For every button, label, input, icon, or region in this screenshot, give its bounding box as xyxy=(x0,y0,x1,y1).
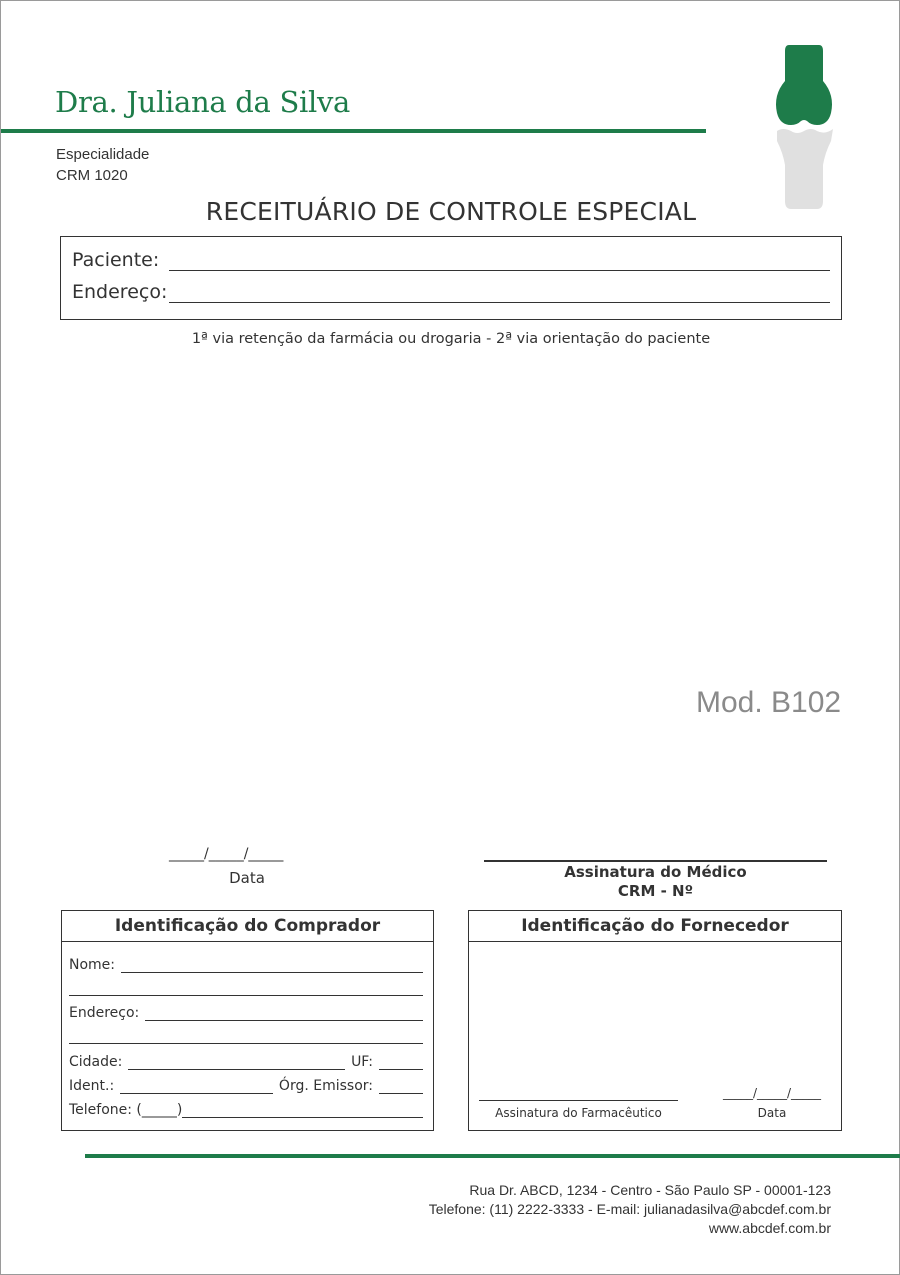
patient-input-line[interactable] xyxy=(169,253,830,271)
specialty: Especialidade xyxy=(56,146,150,163)
supplier-box xyxy=(468,910,842,1131)
supplier-date-placeholder[interactable]: _____/_____/_____ xyxy=(722,1086,822,1100)
buyer-ident-line[interactable] xyxy=(120,1080,273,1094)
buyer-box xyxy=(61,910,434,1131)
patient-label: Paciente: xyxy=(72,249,160,271)
via-note: 1ª via retenção da farmácia ou drogaria - 2ª via orientação do paciente xyxy=(191,331,711,347)
buyer-heading: Identificação do Comprador xyxy=(62,911,433,942)
footer-divider xyxy=(85,1154,900,1158)
crm-number: CRM 1020 xyxy=(56,167,128,184)
doctor-name: Dra. Juliana da Silva xyxy=(55,85,351,119)
buyer-ident-field xyxy=(69,1078,423,1094)
signature-label: Assinatura do Médico xyxy=(564,863,747,881)
supplier-date-label: Data xyxy=(757,1106,787,1120)
address-field xyxy=(72,281,830,303)
footer-address: Rua Dr. ABCD, 1234 - Centro - São Paulo SP - 00001-123 xyxy=(469,1182,831,1198)
address-label: Endereço: xyxy=(72,281,168,303)
footer-website: www.abcdef.com.br xyxy=(708,1220,831,1236)
buyer-phone-field xyxy=(69,1102,423,1118)
knee-joint-icon xyxy=(771,41,837,211)
buyer-issuer-label: Órg. Emissor: xyxy=(278,1078,373,1094)
buyer-city-label: Cidade: xyxy=(69,1054,123,1070)
patient-field xyxy=(72,249,830,271)
buyer-address-line-2[interactable] xyxy=(69,1030,423,1044)
buyer-city-line[interactable] xyxy=(128,1056,345,1070)
buyer-name-line-2[interactable] xyxy=(69,982,423,996)
address-input-line[interactable] xyxy=(169,285,830,303)
form-title: RECEITUÁRIO DE CONTROLE ESPECIAL xyxy=(205,197,697,226)
doctor-signature-line[interactable] xyxy=(484,860,827,862)
buyer-phone-label: Telefone: (_____) xyxy=(69,1102,183,1118)
buyer-uf-label: UF: xyxy=(351,1054,373,1070)
buyer-name-label: Nome: xyxy=(69,957,116,973)
buyer-name-field xyxy=(69,957,423,973)
doctor-signature-label xyxy=(484,863,827,901)
patient-box xyxy=(60,236,842,320)
buyer-address-label: Endereço: xyxy=(69,1005,140,1021)
date-placeholder[interactable]: _____/_____/_____ xyxy=(169,846,284,862)
date-label: Data xyxy=(229,869,265,887)
buyer-issuer-line[interactable] xyxy=(379,1080,423,1094)
header-divider xyxy=(1,129,706,133)
pharmacist-signature-label: Assinatura do Farmacêutico xyxy=(495,1106,662,1120)
model-code: Mod. B102 xyxy=(696,686,842,719)
buyer-phone-line[interactable] xyxy=(182,1104,423,1118)
crm-label: CRM - Nº xyxy=(617,882,694,900)
footer-contact: Telefone: (11) 2222-3333 - E-mail: julianadasilva@abcdef.com.br xyxy=(428,1201,831,1217)
buyer-uf-line[interactable] xyxy=(379,1056,423,1070)
buyer-ident-label: Ident.: xyxy=(69,1078,115,1094)
buyer-city-field xyxy=(69,1054,423,1070)
buyer-name-line[interactable] xyxy=(121,959,423,973)
buyer-address-line[interactable] xyxy=(145,1007,423,1021)
pharmacist-signature-line[interactable] xyxy=(479,1100,678,1101)
supplier-heading: Identificação do Fornecedor xyxy=(469,911,841,942)
buyer-address-field xyxy=(69,1005,423,1021)
